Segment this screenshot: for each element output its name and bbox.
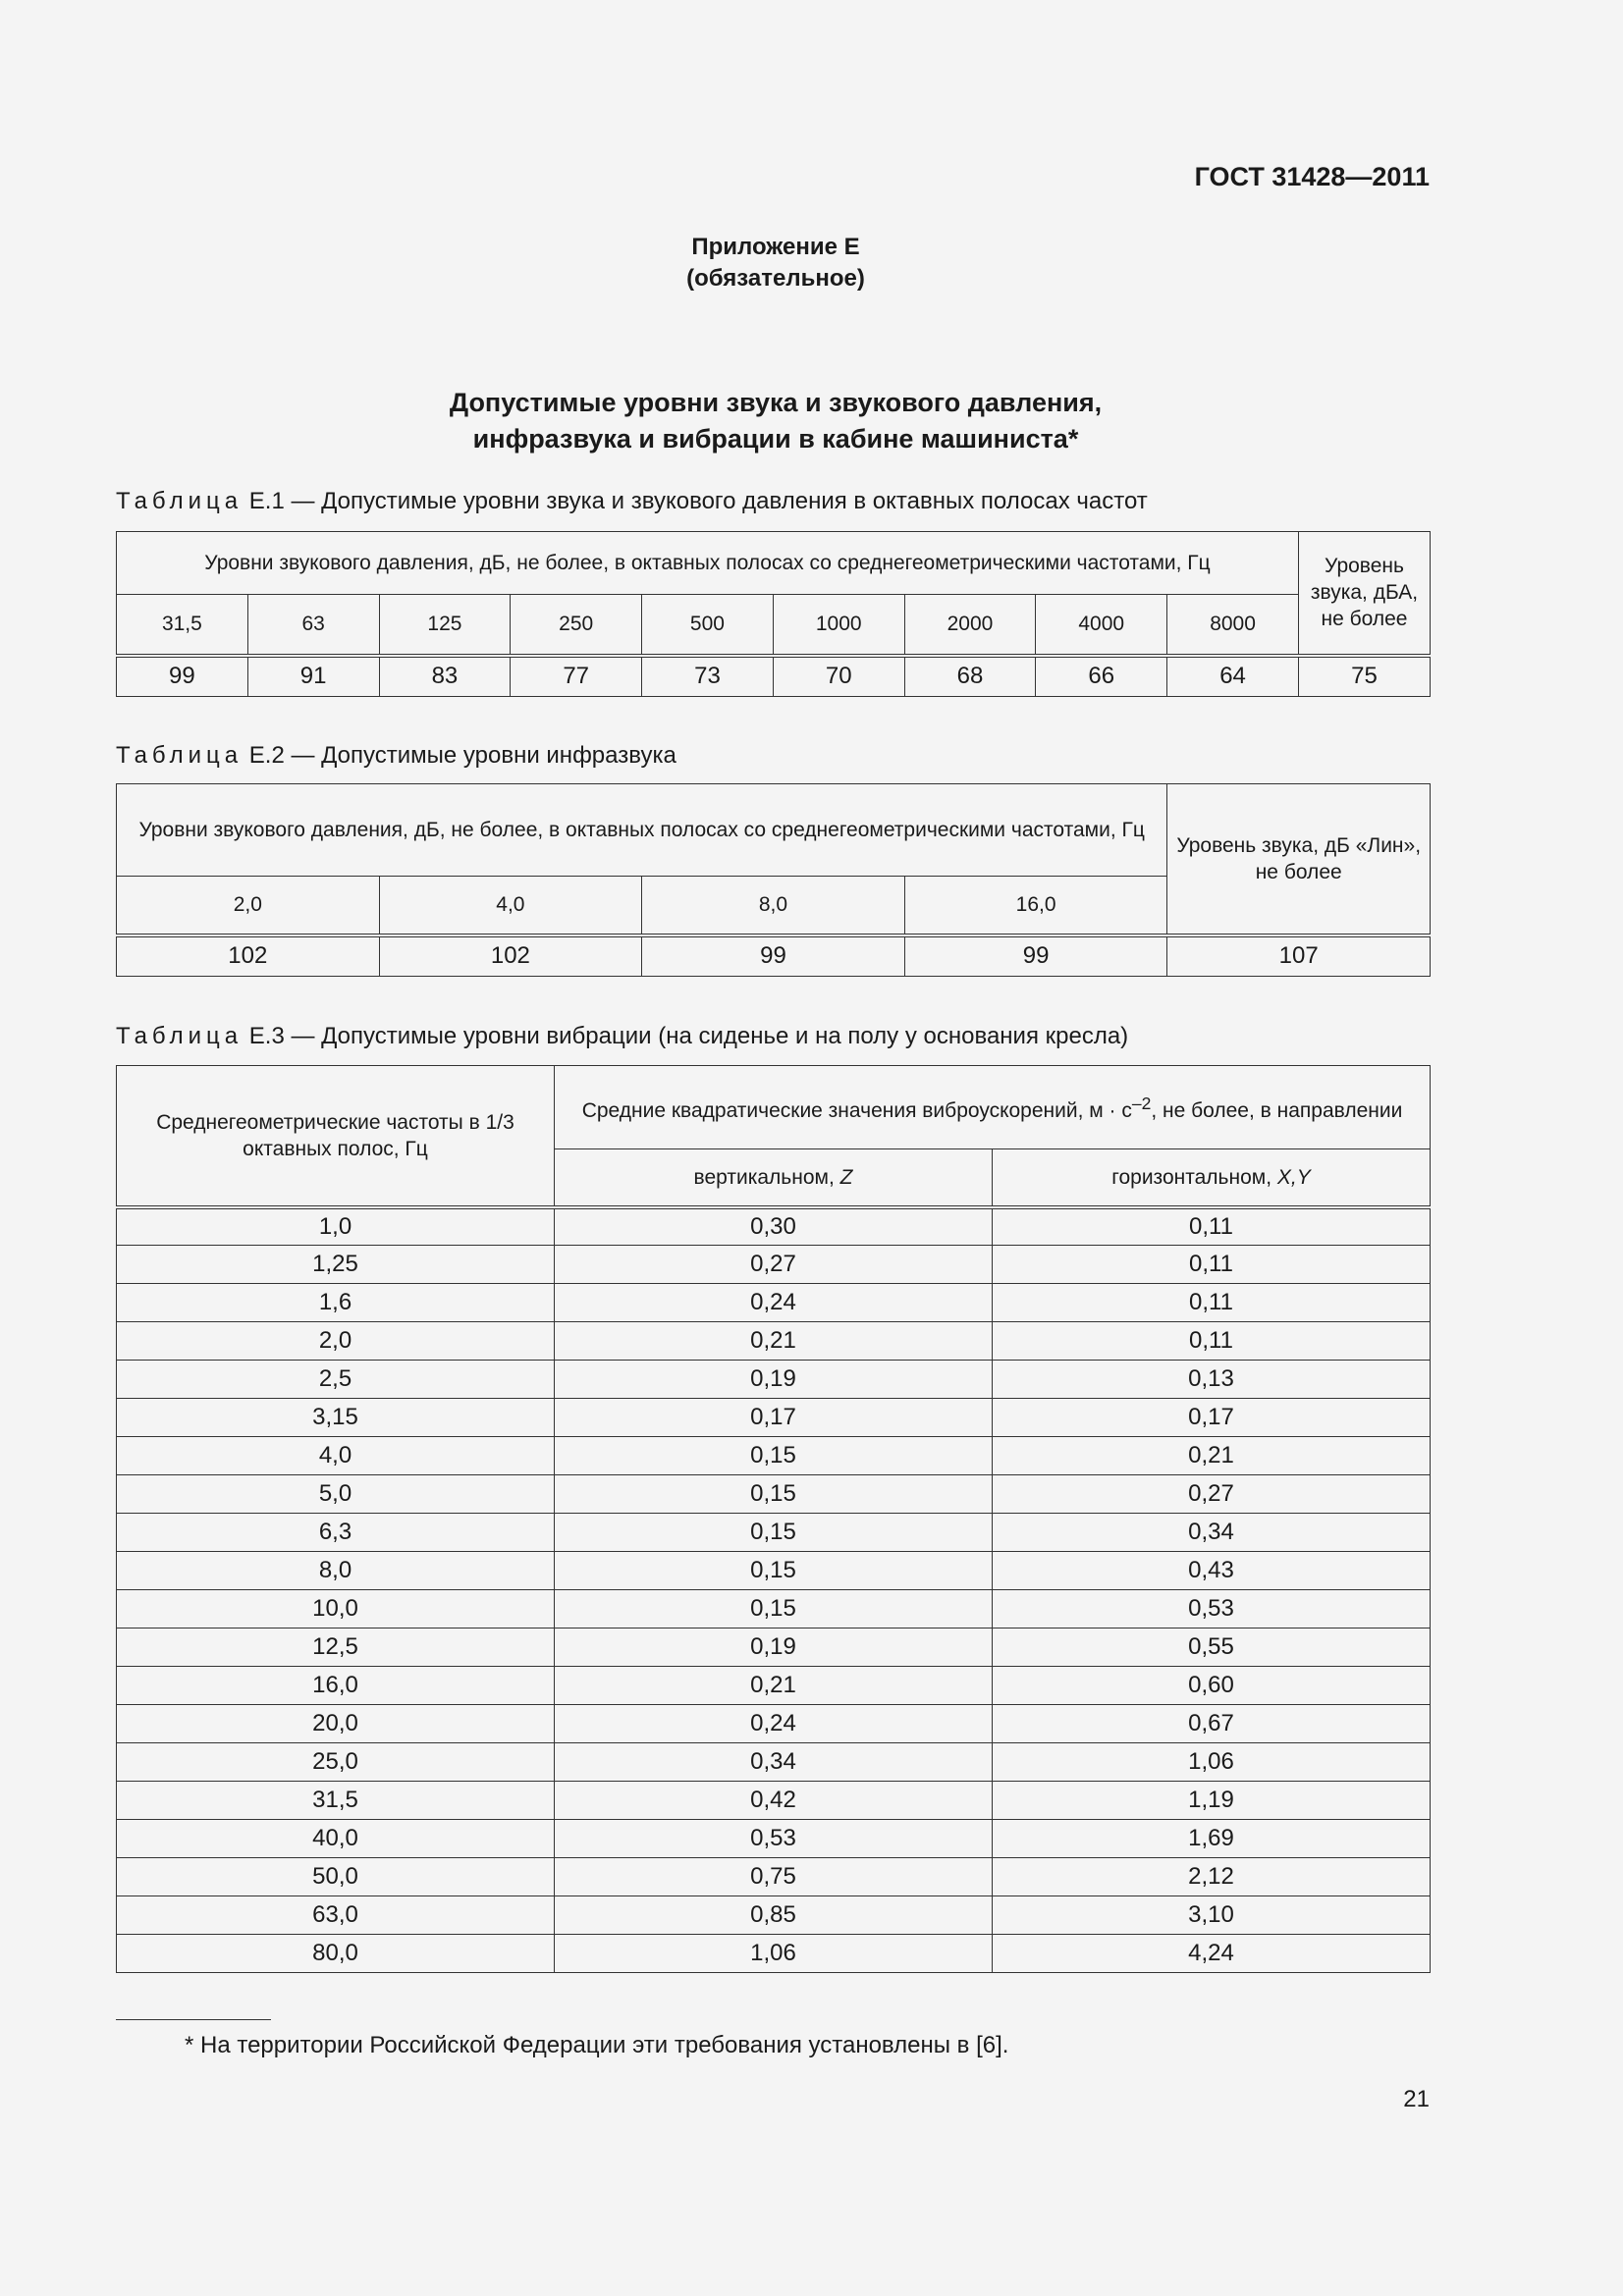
frequency-cell: 6,3: [117, 1514, 555, 1552]
table-row: [117, 1322, 1431, 1361]
page-title: [0, 385, 1551, 457]
table-e3: [116, 1065, 1431, 1973]
table-row: [117, 1705, 1431, 1743]
annex-status: (обязательное): [686, 265, 865, 292]
frequency-cell: 3,15: [117, 1399, 555, 1437]
annex-heading: [0, 232, 1551, 294]
document-code: ГОСТ 31428—2011: [1194, 162, 1430, 191]
frequency-cell: 2,0: [117, 1322, 555, 1361]
frequency-cell: 4,0: [117, 1437, 555, 1475]
table-caption-prefix: Таблица: [116, 742, 243, 769]
table-row: [117, 1858, 1431, 1896]
value-cell: 99: [904, 935, 1167, 977]
horizontal-value-cell: 0,11: [993, 1284, 1431, 1322]
horizontal-value-cell: 0,55: [993, 1629, 1431, 1667]
table-row: [117, 1207, 1431, 1246]
horizontal-value-cell: 2,12: [993, 1858, 1431, 1896]
value-cell: 99: [642, 935, 905, 977]
frequency-cell: 63,0: [117, 1896, 555, 1935]
page-title-line-2: инфразвука и вибрации в кабине машиниста*: [472, 424, 1079, 454]
horizontal-value-cell: 0,53: [993, 1590, 1431, 1629]
table-e3-frequency-header: Среднегеометрические частоты в 1/3 октавных полос, Гц: [117, 1066, 555, 1207]
frequency-header-cell: 8000: [1167, 595, 1299, 656]
page-number: 21: [1403, 2086, 1430, 2112]
horizontal-value-cell: 4,24: [993, 1935, 1431, 1973]
frequency-cell: 40,0: [117, 1820, 555, 1858]
value-cell: 102: [117, 935, 380, 977]
table-e2: [116, 783, 1431, 977]
frequency-header-cell: 31,5: [117, 595, 248, 656]
annex-title: Приложение Е: [691, 234, 860, 260]
frequency-cell: 12,5: [117, 1629, 555, 1667]
horizontal-value-cell: 1,19: [993, 1782, 1431, 1820]
frequency-header-cell: 63: [247, 595, 379, 656]
group-header-text-end: , не более, в направлении: [1151, 1099, 1403, 1122]
frequency-cell: 5,0: [117, 1475, 555, 1514]
frequency-header-cell: 4000: [1036, 595, 1167, 656]
table-e3-vertical-header: [555, 1149, 993, 1207]
table-row: [117, 1475, 1431, 1514]
vertical-value-cell: 0,42: [555, 1782, 993, 1820]
frequency-cell: 50,0: [117, 1858, 555, 1896]
frequency-cell: 1,6: [117, 1284, 555, 1322]
value-cell: 75: [1299, 656, 1431, 697]
vertical-value-cell: 0,15: [555, 1437, 993, 1475]
vertical-value-cell: 0,30: [555, 1207, 993, 1246]
value-cell: 66: [1036, 656, 1167, 697]
table-row: [117, 1361, 1431, 1399]
vertical-value-cell: 0,75: [555, 1858, 993, 1896]
table-caption-prefix: Таблица: [116, 1023, 243, 1049]
value-cell: 68: [904, 656, 1036, 697]
vertical-value-cell: 0,19: [555, 1361, 993, 1399]
vertical-value-cell: 0,15: [555, 1475, 993, 1514]
table-caption-text: Е.2 — Допустимые уровни инфразвука: [243, 742, 676, 769]
table-row: [117, 1437, 1431, 1475]
horizontal-value-cell: 1,06: [993, 1743, 1431, 1782]
value-cell: 83: [379, 656, 511, 697]
table-row: [117, 1935, 1431, 1973]
table-row: [117, 1743, 1431, 1782]
table-row: [117, 1284, 1431, 1322]
frequency-header-cell: 250: [511, 595, 642, 656]
horizontal-value-cell: 3,10: [993, 1896, 1431, 1935]
table-row: [117, 1782, 1431, 1820]
vertical-value-cell: 0,21: [555, 1667, 993, 1705]
table-row: [117, 1246, 1431, 1284]
vertical-value-cell: 0,24: [555, 1284, 993, 1322]
frequency-cell: 80,0: [117, 1935, 555, 1973]
horizontal-value-cell: 0,43: [993, 1552, 1431, 1590]
frequency-cell: 1,25: [117, 1246, 555, 1284]
value-cell: 107: [1167, 935, 1431, 977]
table-caption-text: Е.1 — Допустимые уровни звука и звукового давления в октавных полосах частот: [243, 488, 1148, 514]
footnote: * На территории Российской Федерации эти требования установлены в [6].: [185, 2032, 1009, 2058]
value-cell: 99: [117, 656, 248, 697]
horizontal-value-cell: 0,17: [993, 1399, 1431, 1437]
frequency-cell: 25,0: [117, 1743, 555, 1782]
vertical-value-cell: 0,24: [555, 1705, 993, 1743]
horizontal-value-cell: 0,13: [993, 1361, 1431, 1399]
frequency-header-cell: 500: [642, 595, 774, 656]
horizontal-value-cell: 1,69: [993, 1820, 1431, 1858]
frequency-cell: 20,0: [117, 1705, 555, 1743]
value-cell: 77: [511, 656, 642, 697]
vertical-value-cell: 0,85: [555, 1896, 993, 1935]
table-row: [117, 1896, 1431, 1935]
vertical-value-cell: 0,27: [555, 1246, 993, 1284]
table-e3-caption: [116, 1023, 1128, 1050]
table-e1: [116, 531, 1431, 697]
vertical-value-cell: 0,21: [555, 1322, 993, 1361]
table-e2-group-header: Уровни звукового давления, дБ, не более, в октавных полосах со среднегеометрическими частотами, Гц: [117, 784, 1167, 877]
value-cell: 73: [642, 656, 774, 697]
frequency-header-cell: 1000: [773, 595, 904, 656]
horizontal-value-cell: 0,60: [993, 1667, 1431, 1705]
table-row: [117, 1399, 1431, 1437]
vertical-value-cell: 0,19: [555, 1629, 993, 1667]
frequency-header-cell: 16,0: [904, 877, 1167, 935]
page-title-line-1: Допустимые уровни звука и звукового давления,: [449, 388, 1103, 417]
value-cell: 102: [379, 935, 642, 977]
value-cell: 64: [1167, 656, 1299, 697]
table-e1-caption: [116, 488, 1148, 515]
frequency-header-cell: 2,0: [117, 877, 380, 935]
vertical-value-cell: 0,15: [555, 1514, 993, 1552]
vertical-value-cell: 0,53: [555, 1820, 993, 1858]
table-row: [117, 1667, 1431, 1705]
group-header-text: Средние квадратические значения виброускорений, м · с: [581, 1099, 1132, 1122]
table-e2-caption: [116, 742, 676, 770]
table-row: [117, 1514, 1431, 1552]
table-row: [117, 1820, 1431, 1858]
vertical-value-cell: 1,06: [555, 1935, 993, 1973]
frequency-header-cell: 125: [379, 595, 511, 656]
table-row: [117, 1552, 1431, 1590]
horizontal-value-cell: 0,27: [993, 1475, 1431, 1514]
horizontal-value-cell: 0,67: [993, 1705, 1431, 1743]
horizontal-axis: X,Y: [1276, 1165, 1311, 1189]
group-header-exponent: –2: [1131, 1094, 1152, 1113]
horizontal-value-cell: 0,21: [993, 1437, 1431, 1475]
vertical-value-cell: 0,17: [555, 1399, 993, 1437]
table-caption-text: Е.3 — Допустимые уровни вибрации (на сиденье и на полу у основания кресла): [243, 1023, 1129, 1049]
table-e1-side-header: Уровень звука, дБА, не более: [1299, 532, 1431, 656]
frequency-cell: 2,5: [117, 1361, 555, 1399]
vertical-value-cell: 0,34: [555, 1743, 993, 1782]
vertical-value-cell: 0,15: [555, 1552, 993, 1590]
vertical-value-cell: 0,15: [555, 1590, 993, 1629]
table-row: [117, 1590, 1431, 1629]
vertical-label: вертикальном,: [693, 1165, 840, 1189]
table-e3-group-header: [555, 1066, 1431, 1149]
frequency-cell: 16,0: [117, 1667, 555, 1705]
frequency-cell: 10,0: [117, 1590, 555, 1629]
horizontal-value-cell: 0,11: [993, 1322, 1431, 1361]
table-e1-group-header: Уровни звукового давления, дБ, не более, в октавных полосах со среднегеометрическими частотами, Гц: [117, 532, 1299, 595]
footnote-separator: [116, 2019, 271, 2020]
frequency-header-cell: 4,0: [379, 877, 642, 935]
value-cell: 70: [773, 656, 904, 697]
horizontal-value-cell: 0,34: [993, 1514, 1431, 1552]
horizontal-label: горизонтальном,: [1111, 1165, 1277, 1189]
horizontal-value-cell: 0,11: [993, 1246, 1431, 1284]
table-e3-horizontal-header: [993, 1149, 1431, 1207]
frequency-header-cell: 8,0: [642, 877, 905, 935]
frequency-header-cell: 2000: [904, 595, 1036, 656]
horizontal-value-cell: 0,11: [993, 1207, 1431, 1246]
value-cell: 91: [247, 656, 379, 697]
table-e2-side-header: Уровень звука, дБ «Лин», не более: [1167, 784, 1431, 935]
vertical-axis: Z: [839, 1165, 853, 1189]
frequency-cell: 8,0: [117, 1552, 555, 1590]
table-row: [117, 1629, 1431, 1667]
frequency-cell: 1,0: [117, 1207, 555, 1246]
table-caption-prefix: Таблица: [116, 488, 243, 514]
frequency-cell: 31,5: [117, 1782, 555, 1820]
